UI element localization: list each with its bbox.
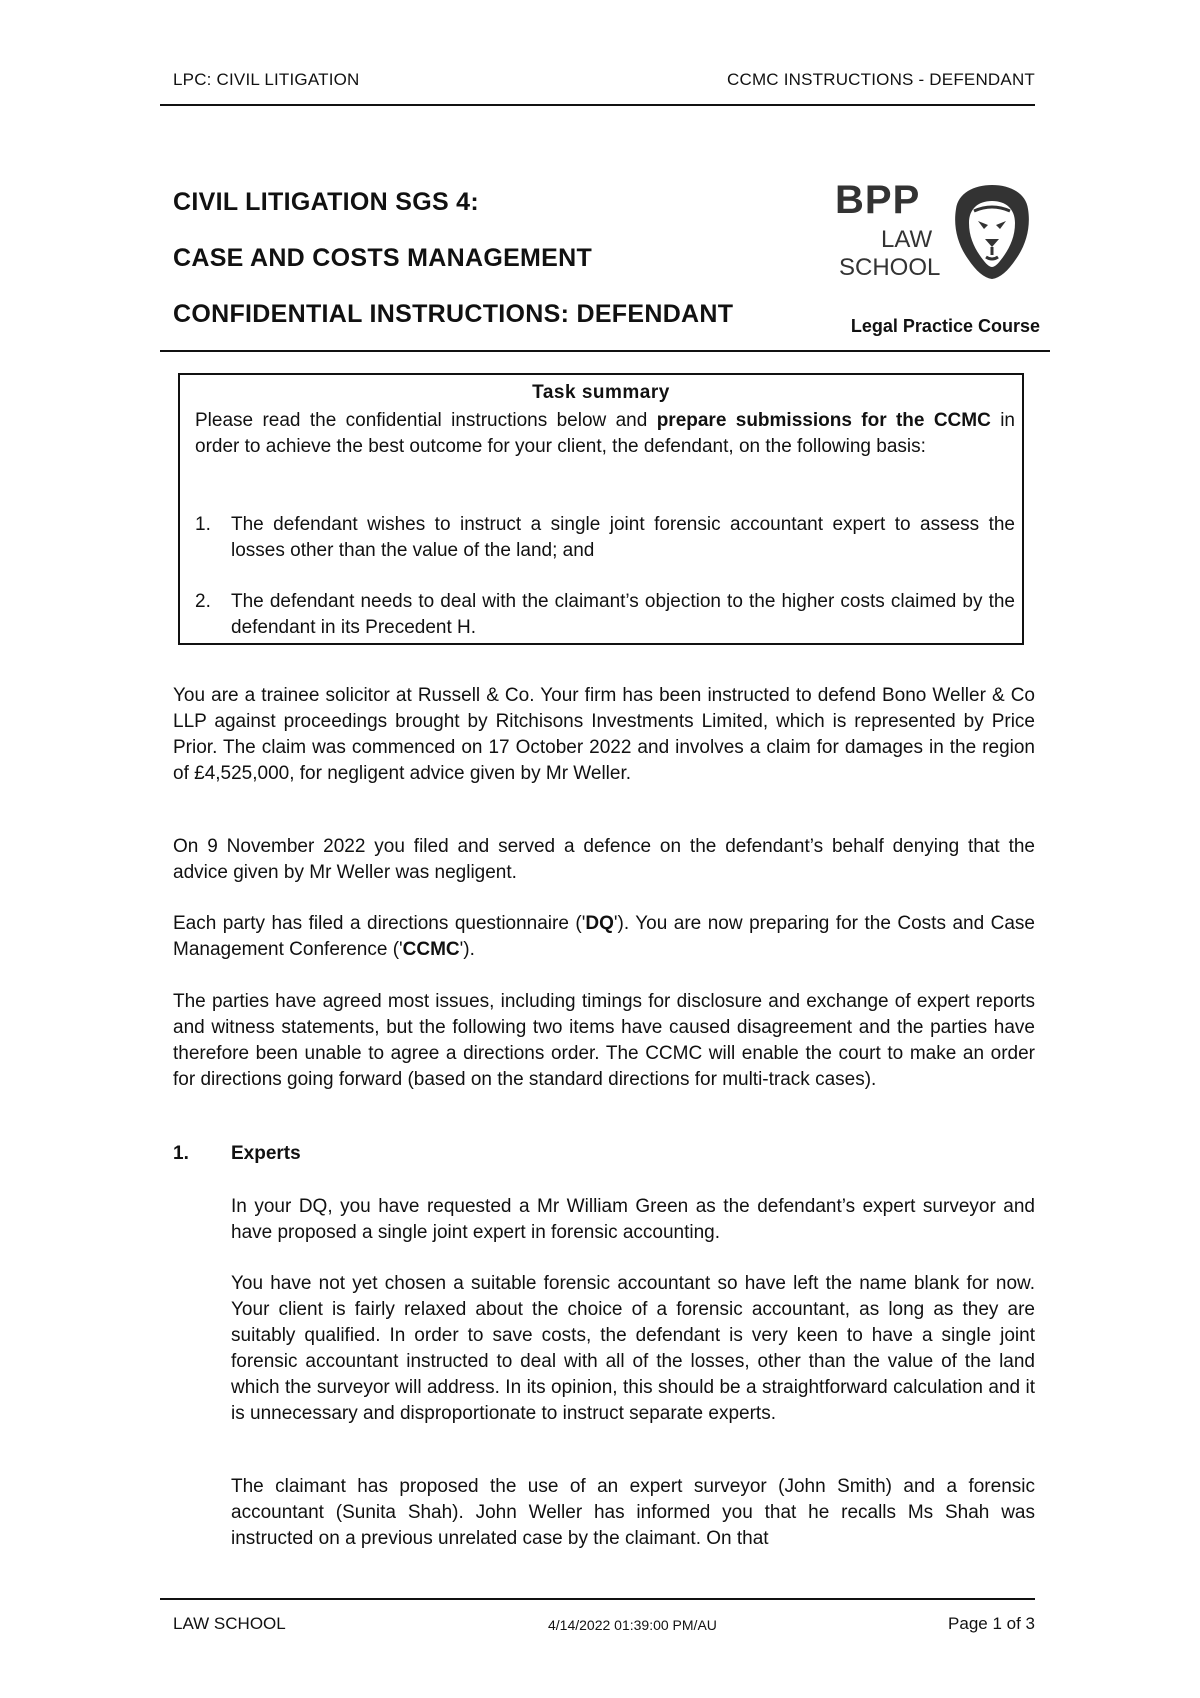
paragraph-experts-dq: In your DQ, you have requested a Mr William Green as the defendant’s expert surveyor and have proposed a single joint expert in forensic accounting. (231, 1196, 1035, 1243)
paragraph-issues: The parties have agreed most issues, including timings for disclosure and exchange of expert reports and witness statements, but the following two items have caused disagreement and the parties have therefore been unable to agree a directions order. The CCMC will enable the court to make an order for directions going forward (based on the standard directions for multi-track cases). (173, 991, 1035, 1090)
bpp-logo (835, 178, 1035, 288)
header-rule (160, 104, 1035, 106)
title-rule (160, 350, 1050, 352)
section-1-number: 1. (173, 1143, 189, 1164)
paragraph-dq-text-b: '). You are now preparing for the Costs and Case Management Conference (' (173, 913, 1035, 960)
title-line-1: CIVIL LITIGATION SGS 4: (173, 188, 479, 216)
title-line-2: CASE AND COSTS MANAGEMENT (173, 244, 593, 272)
paragraph-defence: On 9 November 2022 you filed and served a defence on the defendant’s behalf denying that the advice given by Mr Weller was negligent. (173, 836, 1035, 883)
section-1-title: Experts (231, 1143, 301, 1164)
task-summary-box (178, 373, 1024, 645)
task-item-number: 2. (195, 591, 211, 612)
task-intro-text-a: Please read the confidential instructions below and (195, 410, 657, 431)
task-item (195, 589, 1015, 641)
ccmc-abbrev: CCMC (402, 939, 460, 960)
task-item-number: 1. (195, 514, 211, 535)
paragraph-forensic-accountant: You have not yet chosen a suitable forensic accountant so have left the name blank for now. Your client is fairly relaxed about the choice of a forensic accountant, as long as they are suitably qualified. In order to save costs, the defendant is very keen to have a single joint forensic accountant instructed to deal with all of the losses, other than the value of the land which the surveyor will address. In its opinion, this should be a straightforward calculation and it is unnecessary and disproportionate to instruct separate experts. (231, 1273, 1035, 1424)
task-heading: Task summary (532, 382, 670, 403)
task-item-text: The defendant wishes to instruct a single joint forensic accountant expert to assess the losses other than the value of the land; and (231, 514, 1015, 561)
logo-bpp-text: BPP (835, 178, 921, 222)
task-item (195, 512, 1015, 564)
logo-school-text: SCHOOL (839, 254, 941, 281)
footer-left: LAW SCHOOL (173, 1614, 286, 1633)
header-right: CCMC INSTRUCTIONS - DEFENDANT (726, 70, 1035, 89)
paragraph-dq-text-c: '). (459, 939, 475, 960)
paragraph-dq (173, 911, 1035, 963)
task-intro-bold: prepare submissions for the CCMC (656, 410, 991, 431)
footer-timestamp: 4/14/2022 01:39:00 PM/AU (548, 1617, 717, 1633)
course-label: Legal Practice Course (850, 316, 1040, 336)
page-number: Page 1 of 3 (948, 1614, 1035, 1633)
title-line-3: CONFIDENTIAL INSTRUCTIONS: DEFENDANT (173, 300, 734, 328)
paragraph-intro: You are a trainee solicitor at Russell & Co. Your firm has been instructed to defend Bono Weller & Co LLP against proceedings brought by Ritchisons Investments Limited, which is represented by Price Prior. The claim was commenced on 17 October 2022 and involves a claim for damages in the region of £4,525,000, for negligent advice given by Mr Weller. (173, 685, 1035, 784)
footer-rule (160, 1598, 1035, 1600)
task-item-text: The defendant needs to deal with the claimant’s objection to the higher costs claimed by the defendant in its Precedent H. (231, 591, 1015, 638)
dq-abbrev: DQ (585, 913, 614, 934)
paragraph-dq-text-a: Each party has filed a directions questionnaire (' (173, 913, 586, 934)
logo-law-text: LAW (881, 226, 933, 253)
paragraph-claimant-experts: The claimant has proposed the use of an expert surveyor (John Smith) and a forensic accountant (Sunita Shah). John Weller has informed you that he recalls Ms Shah was instructed on a previous unrelated case by the claimant. On that (231, 1476, 1035, 1549)
task-intro-text-b: in order to achieve the best outcome for your client, the defendant, on the following basis: (195, 410, 1015, 457)
header-left: LPC: CIVIL LITIGATION (173, 70, 360, 89)
task-intro (195, 408, 1015, 460)
lion-head-icon (952, 183, 1032, 281)
